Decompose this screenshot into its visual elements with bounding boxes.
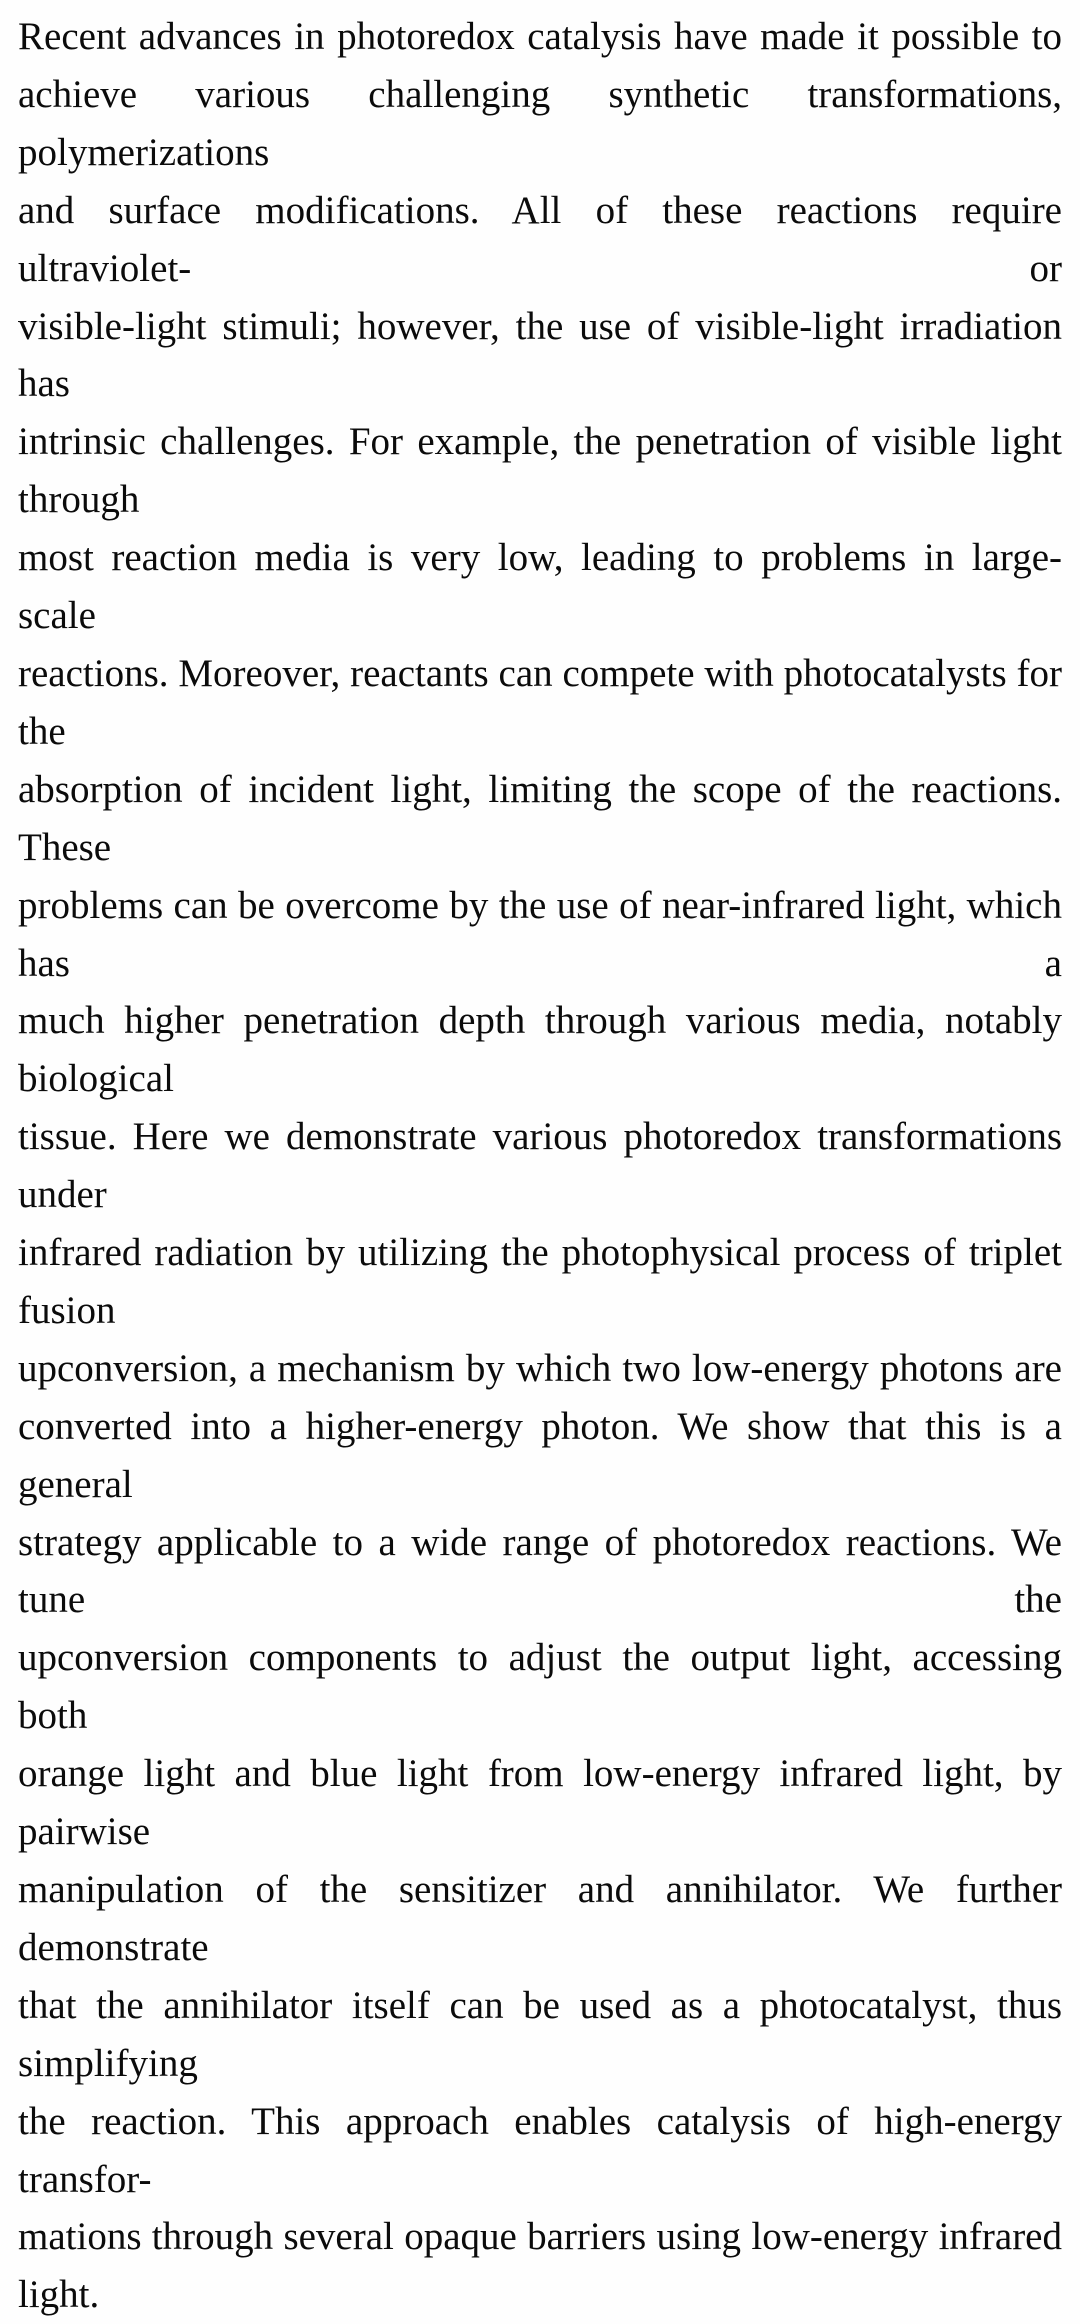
abstract-line: absorption of incident light, limiting the scope of the reactions. These xyxy=(18,767,1062,869)
abstract-line: infrared radiation by utilizing the photophysical process of triplet fusion xyxy=(18,1231,1062,1332)
abstract-line: achieve various challenging synthetic transformations, polymerizations xyxy=(18,72,1062,174)
abstract-line: mations through several opaque barriers using low-energy infrared light. xyxy=(18,2215,1062,2317)
abstract-line: upconversion components to adjust the output light, accessing both xyxy=(18,1636,1062,1738)
abstract-line: upconversion, a mechanism by which two low-energy photons are xyxy=(18,1346,1062,1390)
abstract-paragraph xyxy=(18,8,1062,2324)
abstract-line: tissue. Here we demonstrate various photoredox transformations under xyxy=(18,1115,1062,1217)
abstract-line: orange light and blue light from low-energy infrared light, by pairwise xyxy=(18,1752,1062,1854)
abstract-line: most reaction media is very low, leading to problems in large-scale xyxy=(18,536,1062,638)
abstract-line: converted into a higher-energy photon. We show that this is a general xyxy=(18,1404,1062,1506)
abstract-line: manipulation of the sensitizer and annihilator. We further demonstrate xyxy=(18,1868,1062,1969)
abstract-line: intrinsic challenges. For example, the penetration of visible light through xyxy=(18,420,1062,522)
abstract-line: strategy applicable to a wide range of photoredox reactions. We tune the xyxy=(18,1520,1062,1622)
abstract-line: Recent advances in photoredox catalysis have made it possible to xyxy=(18,15,1062,58)
abstract-line: problems can be overcome by the use of near-infrared light, which has a xyxy=(18,883,1062,985)
abstract-line: that the annihilator itself can be used as a photocatalyst, thus simplifying xyxy=(18,1983,1062,2085)
abstract-line: visible-light stimuli; however, the use of visible-light irradiation has xyxy=(18,304,1062,406)
abstract-line: reactions. Moreover, reactants can compete with photocatalysts for the xyxy=(18,651,1062,753)
abstract-line: the reaction. This approach enables catalysis of high-energy transfor- xyxy=(18,2099,1062,2201)
abstract-line: much higher penetration depth through various media, notably biological xyxy=(18,999,1062,1101)
abstract-line: and surface modifications. All of these reactions require ultraviolet- or xyxy=(18,188,1062,290)
